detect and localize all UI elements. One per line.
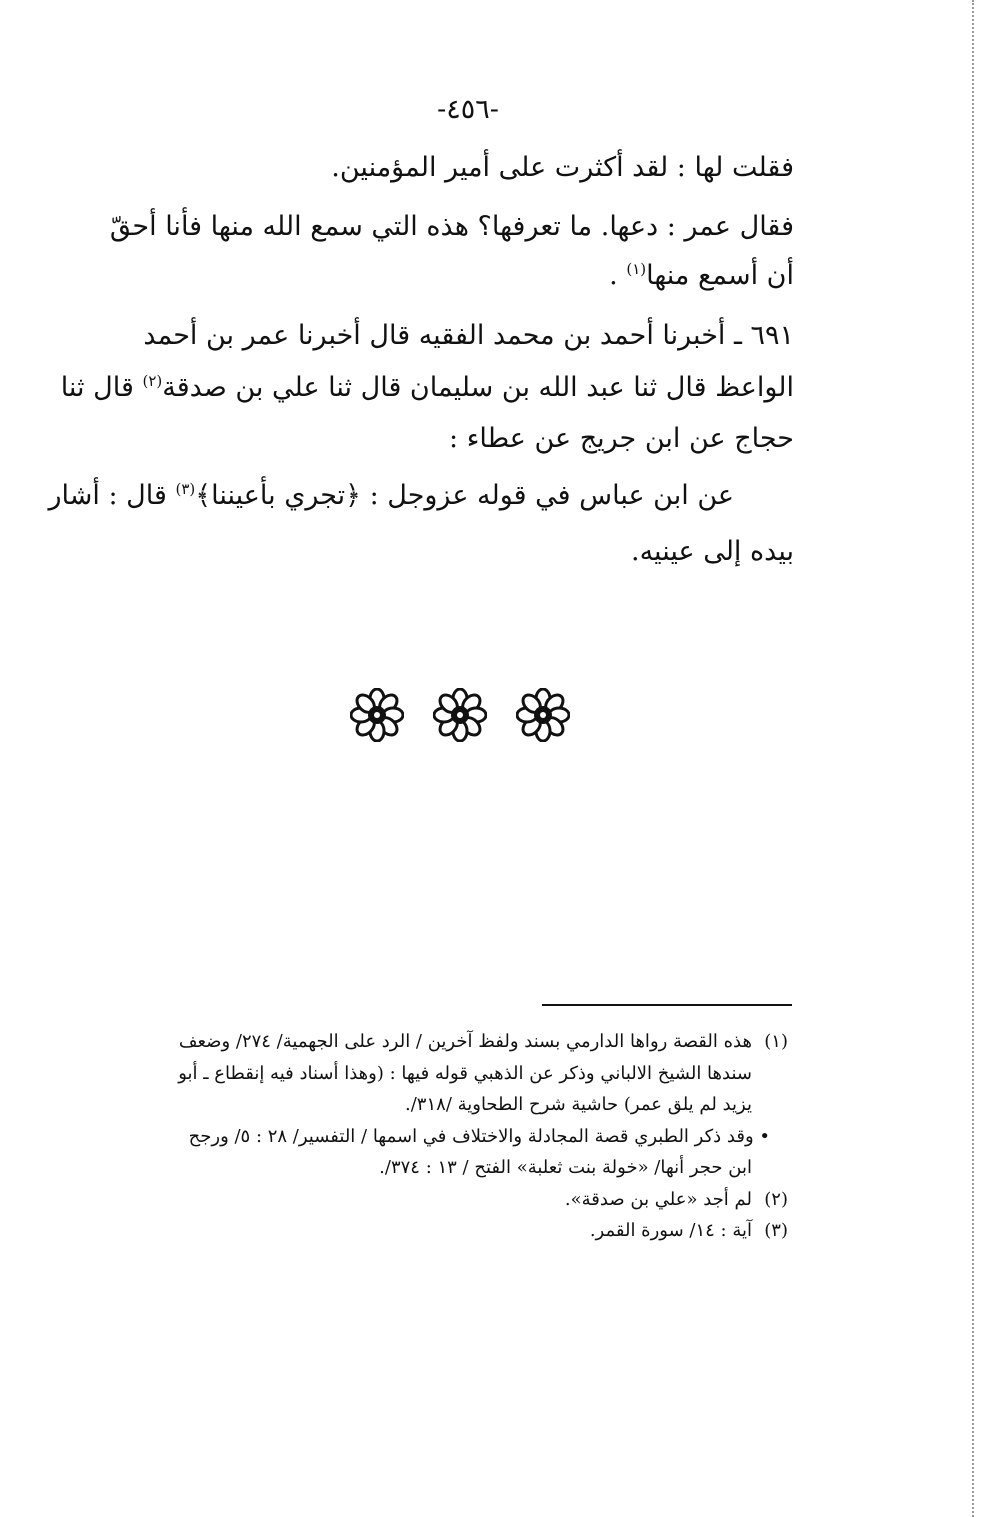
paragraph-2-text: أن أسمع منها <box>646 260 794 291</box>
paragraph-2-end: . <box>609 260 627 291</box>
footnote-3-text: آية : ١٤/ سورة القمر. <box>589 1220 752 1241</box>
footnote-1-line-5: ابن حجر أنها/ «خولة بنت ثعلبة» الفتح / ١٣ : ٣٧٤/. <box>379 1157 752 1178</box>
paragraph-2-line-1: فقال عمر : دعها. ما تعرفها؟ هذه التي سمع الله منها فأنا أحقّ <box>109 211 794 242</box>
footnote-3 <box>122 1215 788 1247</box>
scan-edge-line <box>972 0 974 1517</box>
footnote-1-line-4 <box>122 1121 788 1153</box>
footnote-1-line-1 <box>122 1026 788 1058</box>
section-divider-ornaments <box>350 688 570 744</box>
bullet-icon: • <box>759 1125 770 1147</box>
paragraph-3-line-2 <box>61 372 794 404</box>
paragraph-3-text-a: الواعظ قال ثنا عبد الله بن سليمان قال ثنا علي بن صدقة <box>162 372 794 403</box>
footnote-1-text: هذه القصة رواها الدارمي بسند ولفظ آخرين / الرد على الجهمية/ ٢٧٤/ وضعف <box>178 1031 752 1052</box>
footnote-1-line-3: يزيد لم يلق عمر) حاشية شرح الطحاوية /٣١٨/. <box>405 1094 752 1115</box>
page-number: -٤٥٦- <box>437 94 499 125</box>
footnote-ref-2: (٢) <box>142 372 163 390</box>
footnote-1-number: (١) <box>764 1031 788 1052</box>
flower-ornament-icon <box>350 688 404 742</box>
footnote-ref-3: (٣) <box>175 480 196 498</box>
paragraph-4-text-b: قال : أشار <box>48 480 176 511</box>
footnotes <box>122 1026 788 1247</box>
footnote-1-line-2: سندها الشيخ الالباني وذكر عن الذهبي قوله فيها : (وهذا أسناد فيه إنقطاع ـ أبو <box>178 1062 752 1084</box>
footnote-1-text-continued: وقد ذكر الطبري قصة المجادلة والاختلاف في اسمها / التفسير/ ٢٨ : ٥/ ورجح <box>188 1125 754 1147</box>
paragraph-3-text-b: قال ثنا <box>60 372 143 403</box>
paragraph-2-line-2 <box>609 260 794 292</box>
paragraph-4-line-2: بيده إلى عينيه. <box>631 536 794 567</box>
paragraph-4-line-1 <box>49 480 735 512</box>
footnote-2-number: (٢) <box>764 1188 788 1210</box>
paragraph-3-line-3: حجاج عن ابن جريج عن عطاء : <box>449 423 794 454</box>
flower-ornament-icon <box>516 688 570 742</box>
flower-ornament-icon <box>433 688 487 742</box>
footnote-3-number: (٣) <box>764 1220 788 1241</box>
paragraph-4-text-a: عن ابن عباس في قوله عزوجل : ﴿تجري بأعيننا﴾ <box>195 480 734 511</box>
footnote-separator <box>542 1004 792 1006</box>
footnote-2 <box>122 1184 788 1216</box>
footnote-ref-1: (١) <box>626 260 647 278</box>
paragraph-1: فقلت لها : لقد أكثرت على أمير المؤمنين. <box>331 152 794 183</box>
paragraph-3-line-1: ٦٩١ ـ أخبرنا أحمد بن محمد الفقيه قال أخبرنا عمر بن أحمد <box>143 320 794 351</box>
footnote-2-text: لم أجد «علي بن صدقة». <box>564 1188 752 1210</box>
